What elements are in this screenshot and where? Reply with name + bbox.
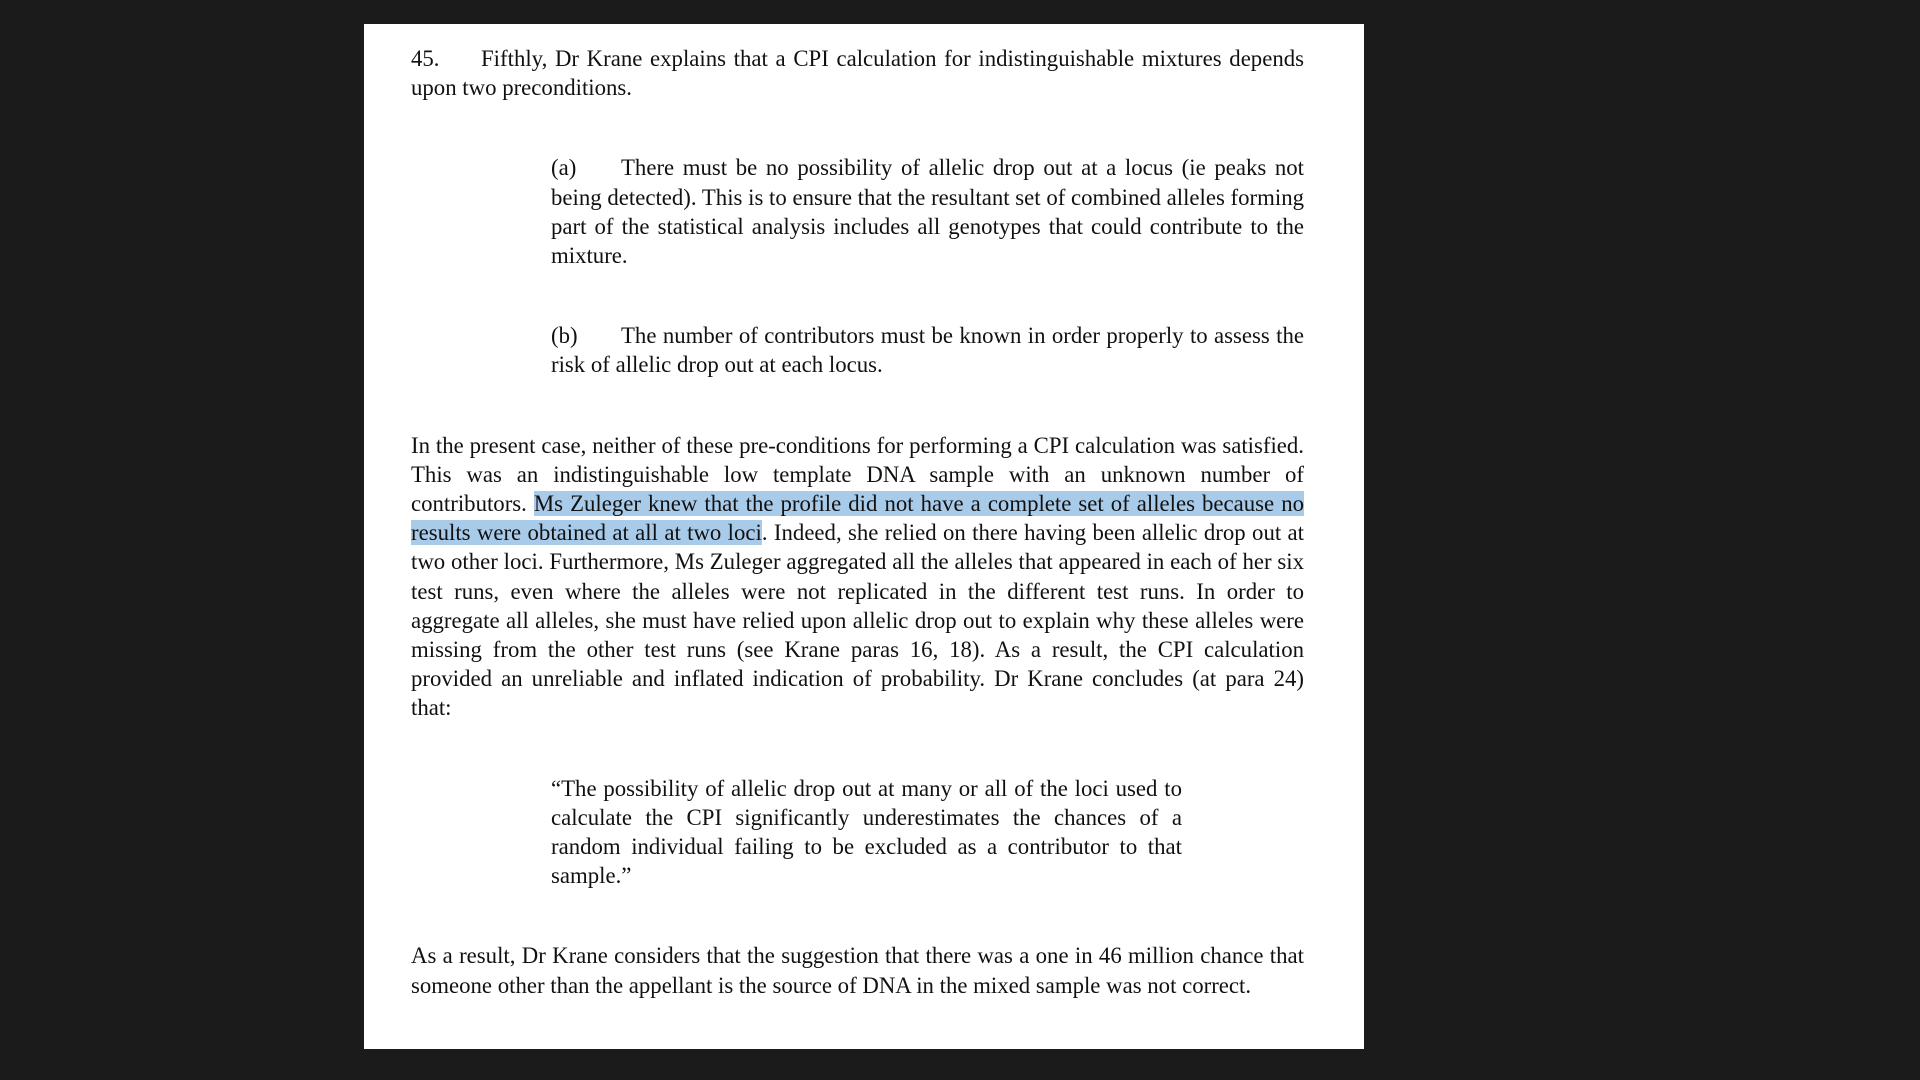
precondition-a — [551, 153, 1304, 270]
precondition-b-label: (b) — [551, 323, 578, 349]
highlighted-text-selection[interactable]: Ms Zuleger knew that the profile did not have a complete set of alleles because no results were obtained at all at two loci — [411, 491, 1304, 546]
paragraph-number: 45. — [411, 46, 440, 71]
precondition-a-text: There must be no possibility of allelic drop out at a locus (ie peaks not being detected). This is to ensure that the resultant set of combined alleles forming part of the statistical analysis includes all genotypes that could contribute to the mixture. — [551, 155, 1304, 269]
present-case-text-before: In the present case, neither of these pre-conditions for performing a CPI calculation was satisfied. This was an indistinguishable low template DNA sample with an unknown number of contributors. — [411, 432, 1304, 517]
paragraph-45-text: Fifthly, Dr Krane explains that a CPI calculation for indistinguishable mixtures depends upon two preconditions. — [411, 46, 1304, 101]
paragraph-45 — [411, 44, 1304, 102]
conclusion-paragraph: As a result, Dr Krane considers that the suggestion that there was a one in 46 million chance that someone other than the appellant is the source of DNA in the mixed sample was not correct. — [411, 943, 1304, 998]
present-case-text-after: . Indeed, she relied on there having been allelic drop out at two other loci. Furthermore, Ms Zuleger aggregated all the alleles that appeared in each of her six test runs, even where the alleles were not replicated in the different test runs. In order to aggregate all alleles, she must have relied upon allelic drop out to explain why these alleles were missing from the other test runs (see Krane paras 16, 18). As a result, the CPI calculation provided an unreliable and inflated indication of probability. Dr Krane concludes (at para 24) that: — [411, 520, 1304, 721]
precondition-a-label: (a) — [551, 155, 577, 181]
krane-quote: “The possibility of allelic drop out at many or all of the loci used to calculate the CPI significantly underestimates the chances of a random individual failing to be excluded as a contributor to that sample.” — [551, 775, 1182, 889]
precondition-b-text: The number of contributors must be known in order properly to assess the risk of allelic drop out at each locus. — [551, 323, 1304, 378]
present-case-paragraph — [411, 431, 1304, 723]
precondition-b — [551, 321, 1304, 379]
document-page — [364, 24, 1364, 1049]
